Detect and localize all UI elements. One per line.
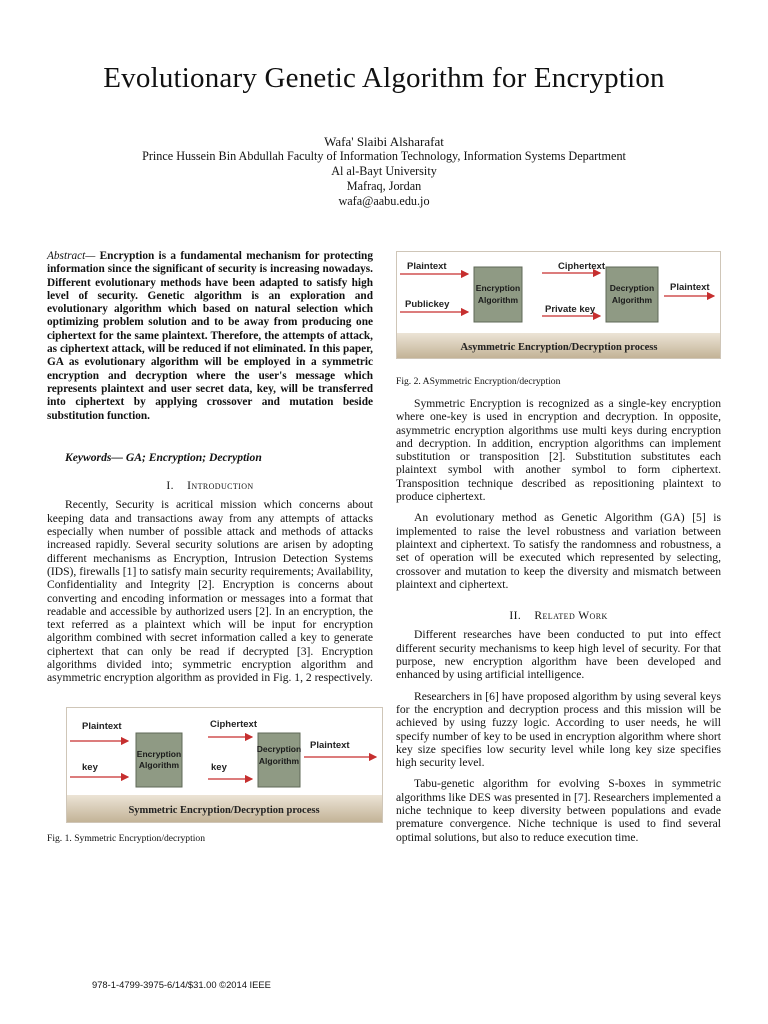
label-plaintext: Plaintext — [82, 721, 122, 732]
label-plaintext-out: Plaintext — [310, 740, 350, 751]
abstract-text: Encryption is a fundamental mechanism for protecting information since the significant of security is increasing nowadays. Different evolutionary methods have been adapted to satisfy high level of security. Genetic algorithm is an exploration and evolutionary algorithm which based on natural selection which optimizing problem solution and to be away from producing one ciphertext for the same plaintext. Therefore, the attempts of attack, as ciphertext attack, will be reduced if not eliminated. In this paper, GA as evolutionary algorithm will be employed in a symmetric encryption and decryption where the user's message which represents plaintext and user secret data, key, will be transferred into ciphertext by applying crossover and mutation beside substitution function. — [47, 250, 373, 422]
related-paragraph-1: Different researches have been conducted to put into effect different security mechanisms to keep high level of security. For that purpose, new encryption algorithm have been developed and enhanced by using artificial intelligence. — [396, 628, 721, 682]
figure-2-band-label: Asymmetric Encryption/Decryption process — [460, 342, 658, 353]
paper-title: Evolutionary Genetic Algorithm for Encryption — [103, 62, 665, 94]
label-encryption-2: Algorithm — [138, 760, 180, 770]
left-column — [47, 250, 373, 693]
label-decryption-2: Algorithm — [258, 756, 300, 766]
figure-2-asymmetric — [396, 251, 721, 359]
label-plaintext: Plaintext — [407, 261, 447, 272]
figure-2-diagram — [396, 251, 721, 359]
figure-1-symmetric — [66, 707, 383, 823]
section-title: Related Work — [534, 609, 608, 623]
intro-paragraph: Recently, Security is acritical mission which concerns about keeping data and transactions away from any attempts of attacks especially when number of possible attack and methods of attacks increased rapidly. Several security solutions are arisen by adopting different mechanisms as Encryption, Intrusion Detection Systems (IDS), firewalls [1] to satisfy main security requirements; Availability, Confidentiality and Integrity [2]. Encryption is concerns about converting and encoding information or messages into a format that readable and accessible by authorized users [2]. In an encryption, the text referred as a plaintext which will be input for encryption algorithm combined with secret information called a key to generate ciphertext that can only be read if decrypted [3]. Encryption algorithms divided into; symmetric encryption algorithm and asymmetric encryption algorithm as provided in Fig. 1, 2 respectively. — [47, 498, 373, 685]
author-name: Wafa' Slaibi Alsharafat — [324, 134, 444, 149]
section-title: Introduction — [187, 479, 254, 493]
author-block — [0, 134, 768, 209]
label-publickey: Publickey — [405, 299, 450, 310]
section-number: I. — [166, 479, 174, 493]
label-decryption-1: Decryption — [256, 744, 302, 754]
label-decryption-2: Algorithm — [611, 295, 653, 305]
author-university: Al al-Bayt University — [331, 164, 437, 178]
figure-1-caption: Fig. 1. Symmetric Encryption/decryption — [47, 833, 206, 844]
author-email[interactable]: wafa@aabu.edu.jo — [338, 194, 430, 208]
figure-2-caption: Fig. 2. ASymmetric Encryption/decryption — [396, 376, 561, 387]
label-ciphertext: Ciphertext — [558, 261, 605, 272]
label-encryption-1: Encryption — [136, 749, 182, 759]
section-number: II. — [509, 609, 522, 623]
figure-1-diagram — [66, 707, 383, 823]
right-paragraph-2: An evolutionary method as Genetic Algorithm (GA) [5] is implemented to raise the level robustness and variation between plaintext and ciphertext. To satisfy the randomness and robustness, a set of operation will be executed which represented by selecting, crossover and mutation to keep the diversity and mismatch between plaintext and ciphertext. — [396, 511, 721, 591]
section-heading-introduction — [47, 479, 373, 492]
label-key-2: key — [211, 762, 227, 773]
label-key: key — [82, 762, 98, 773]
section-heading-related-work — [396, 609, 721, 622]
keywords: Keywords— GA; Encryption; Decryption — [65, 450, 262, 464]
abstract — [47, 250, 373, 423]
label-ciphertext: Ciphertext — [210, 719, 257, 730]
related-paragraph-3: Tabu-genetic algorithm for evolving S-boxes in symmetric algorithms like DES was presented in [7]. Researchers implemented a niche technique to keep diversity between populations and evade premature convergence. Niche technique is used to find several optimal solutions, but also to reduce execution time. — [396, 777, 721, 844]
label-privatekey: Private key — [545, 304, 596, 315]
related-paragraph-2: Researchers in [6] have proposed algorithm by using several keys for the encryption and decryption process and this mission will be achieved by using fuzzy logic. According to user needs, he will specify number of key to be used in encryption algorithm where short key size specifies low security level while long key size specifies high security level. — [396, 689, 721, 770]
author-location: Mafraq, Jordan — [346, 179, 422, 193]
footer-copyright: 978-1-4799-3975-6/14/$31.00 ©2014 IEEE — [92, 979, 271, 990]
label-decryption-1: Decryption — [609, 283, 655, 293]
abstract-label: Abstract— — [47, 250, 96, 262]
figure-1-band-label: Symmetric Encryption/Decryption process — [128, 805, 320, 816]
right-paragraph-1: Symmetric Encryption is recognized as a single-key encryption where one-key is used in encryption and decryption. In opposite, asymmetric encryption algorithms use multi keys during encryption and decryption. In addition, encryption algorithms can implement substitution or transposition [2]. Substitution substitutes each plaintext symbol with another symbol to form ciphertext. Transposition technique described as repositioning plaintext to produce ciphertext. — [396, 397, 721, 504]
label-encryption-2: Algorithm — [477, 295, 519, 305]
right-column — [396, 397, 721, 852]
author-affiliation: Prince Hussein Bin Abdullah Faculty of Information Technology, Information Systems Department — [142, 149, 626, 163]
label-plaintext-out: Plaintext — [670, 282, 710, 293]
label-encryption-1: Encryption — [475, 283, 521, 293]
